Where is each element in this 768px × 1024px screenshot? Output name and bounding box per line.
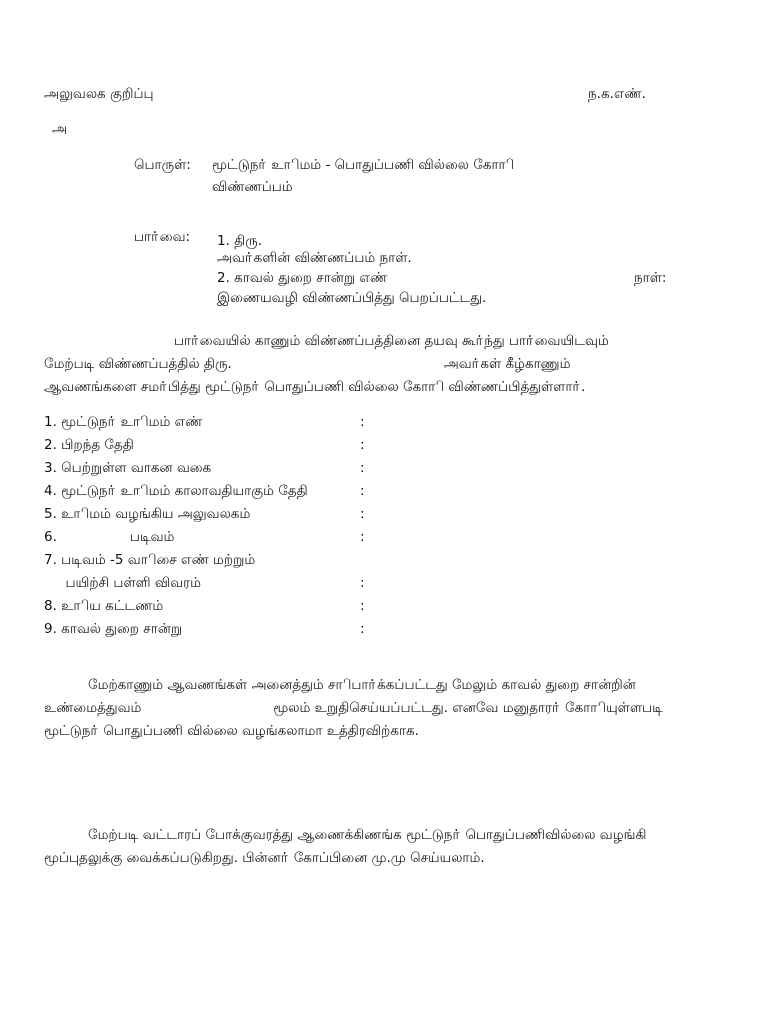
list-item-colon: : — [360, 414, 365, 430]
office-note-title: அலுவலக குறிப்பு — [44, 86, 154, 102]
list-item-colon: : — [360, 575, 365, 591]
reference-item-1-detail: அவா்களின் விண்ணப்பம் நாள். — [217, 250, 412, 266]
verification-line-1: மேற்காணும் ஆவணங்கள் அனைத்தும் சாிபாா்க்கப்பட்டது மேலும் காவல் துறை சான்றின் — [88, 677, 636, 693]
list-item — [44, 595, 424, 618]
list-item-label: 3. பெற்றுள்ள வாகன வகை — [44, 460, 212, 476]
list-item-label: 8. உாிய கட்டணம் — [44, 598, 164, 614]
reference-item-1: 1. திரு. — [217, 233, 263, 249]
approval-line-2: மூப்புதலுக்கு வைக்கப்படுகிறது. பின்னா் கோப்பினை மு.மு செய்யலாம். — [44, 850, 485, 866]
list-item-label: 4. மூட்டுநா் உாிமம் காலாவதியாகும் தேதி — [44, 483, 308, 499]
subject-label: பொருள்: — [134, 157, 191, 173]
list-item-label: பயிற்சி பள்ளி விவரம் — [44, 575, 201, 591]
list-item-colon: : — [360, 621, 365, 637]
list-item-colon: : — [360, 506, 365, 522]
details-list — [44, 411, 424, 641]
intro-line-2b: அவா்கள் கீழ்காணும் — [443, 356, 571, 372]
list-item — [44, 618, 424, 641]
list-item — [44, 503, 424, 526]
list-item-colon: : — [360, 483, 365, 499]
list-item-label: 1. மூட்டுநா் உாிமம் எண் — [44, 414, 203, 430]
list-item-colon: : — [360, 460, 365, 476]
list-item-label: 5. உாிமம் வழங்கிய அலுவலகம் — [44, 506, 251, 522]
verification-line-3: மூட்டுநா் பொதுப்பணி வில்லை வழங்கலாமா உத்திரவிற்காக. — [44, 723, 419, 739]
reference-item-2-date-label: நாள்: — [634, 270, 667, 286]
list-item — [44, 411, 424, 434]
intro-line-2a: மேற்படி விண்ணப்பத்தில் திரு. — [44, 356, 232, 372]
reference-item-2-detail: இணையவழி விண்ணப்பித்து பெறப்பட்டது. — [217, 290, 487, 306]
verification-line-2b: மூலம் உறுதிசெய்யப்பட்டது. எனவே மனுதாரா் கோாியுள்ளபடி — [273, 700, 663, 716]
list-item-label: 2. பிறந்த தேதி — [44, 437, 134, 453]
list-item-colon: : — [360, 529, 365, 545]
reference-item-2: 2. காவல் துறை சான்று எண் — [217, 270, 388, 286]
list-item — [44, 526, 424, 549]
intro-line-3: ஆவணங்களை சமா்பித்து மூட்டுநா் பொதுப்பணி வில்லை கோாி விண்ணப்பித்துள்ளாா். — [44, 379, 586, 395]
approval-paragraph — [44, 824, 718, 870]
list-item-label: 6. படிவம் — [44, 529, 175, 545]
intro-paragraph — [44, 330, 718, 399]
list-item-colon: : — [360, 437, 365, 453]
file-number-label: ந.க.எண். — [588, 86, 646, 102]
subject-line-2: விண்ணப்பம் — [212, 179, 293, 195]
list-item-label: 7. படிவம் -5 வாிசை எண் மற்றும் — [44, 552, 256, 568]
list-item-label: 9. காவல் துறை சான்று — [44, 621, 183, 637]
approval-line-1: மேற்படி வட்டாரப் போக்குவரத்து ஆணைக்கிணங்க மூட்டுநா் பொதுப்பணிவில்லை வழங்கி — [88, 827, 647, 843]
list-item-colon: : — [360, 598, 365, 614]
list-item — [44, 572, 424, 595]
list-item — [44, 457, 424, 480]
verification-paragraph — [44, 674, 718, 743]
subject-line-1: மூட்டுநா் உாிமம் - பொதுப்பணி வில்லை கோாி — [212, 157, 515, 173]
list-item — [44, 549, 424, 572]
section-letter: அ — [52, 121, 68, 137]
list-item — [44, 434, 424, 457]
reference-label: பாா்வை: — [134, 229, 191, 245]
intro-line-1: பாா்வையில் காணும் விண்ணப்பத்தினை தயவு கூா்ந்து பாா்வையிடவும் — [174, 333, 609, 349]
list-item — [44, 480, 424, 503]
verification-line-2a: உண்மைத்துவம் — [44, 700, 142, 716]
